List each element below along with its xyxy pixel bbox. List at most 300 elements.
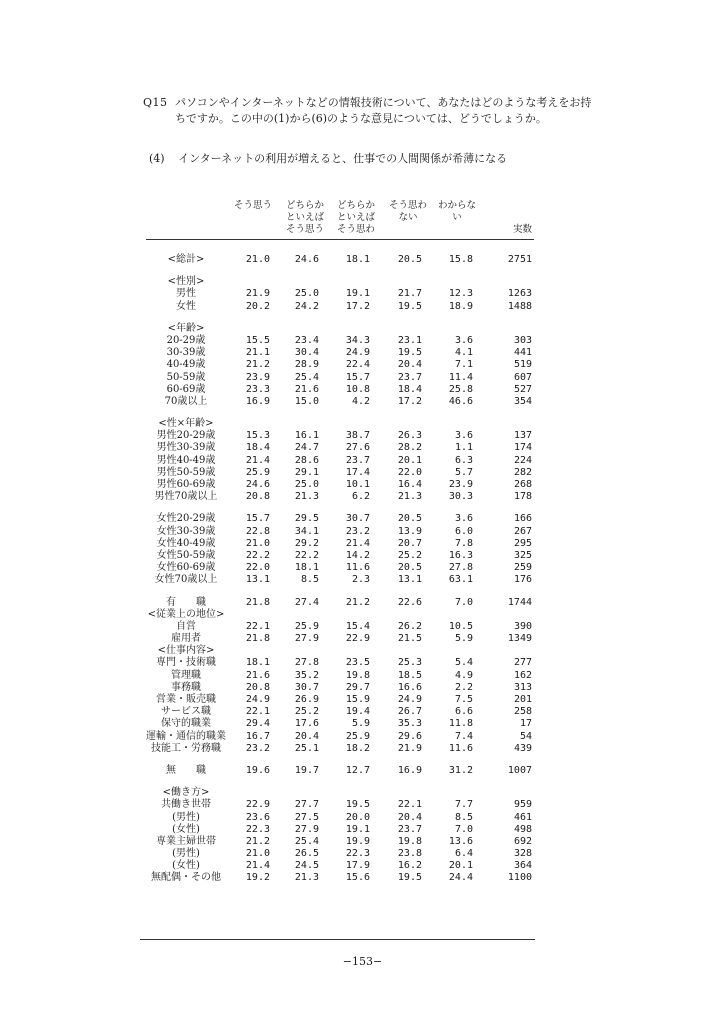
cell-percent: 15.7 xyxy=(345,371,370,383)
sub-question xyxy=(149,150,507,166)
cell-count: 174 xyxy=(513,442,532,454)
cell-percent: 24.2 xyxy=(294,300,319,312)
cell-percent: 23.2 xyxy=(245,742,270,754)
cell-percent: 23.1 xyxy=(397,334,422,346)
table-row xyxy=(0,384,725,396)
cell-percent: 22.1 xyxy=(245,620,270,632)
cell-percent: 11.6 xyxy=(345,562,370,574)
col-header-1: そう思う xyxy=(233,200,272,211)
cell-percent: 20.1 xyxy=(397,454,422,466)
row-label: 20-29歳 xyxy=(166,334,206,346)
row-label: 専門・技術職 xyxy=(156,657,216,669)
cell-percent: 25.2 xyxy=(397,549,422,561)
cell-percent: 19.8 xyxy=(397,835,422,847)
cell-count: 1349 xyxy=(507,633,532,645)
table-row xyxy=(0,765,725,777)
cell-percent: 6.3 xyxy=(454,454,473,466)
cell-percent: 21.4 xyxy=(245,454,270,466)
row-label: <性×年齢> xyxy=(158,418,214,430)
cell-percent: 19.1 xyxy=(345,288,370,300)
cell-count: 162 xyxy=(513,669,532,681)
cell-count: 1007 xyxy=(507,764,532,776)
cell-percent: 4.2 xyxy=(351,395,370,407)
cell-percent: 21.9 xyxy=(397,742,422,754)
row-label: <年齢> xyxy=(167,322,205,334)
cell-percent: 24.6 xyxy=(245,479,270,490)
row-label: 30-39歳 xyxy=(166,347,206,359)
cell-percent: 21.0 xyxy=(245,537,270,549)
table-row xyxy=(0,442,725,454)
cell-percent: 18.2 xyxy=(345,742,370,754)
cell-percent: 23.4 xyxy=(294,334,319,346)
cell-percent: 24.5 xyxy=(294,860,319,872)
cell-percent: 21.2 xyxy=(245,359,270,371)
cell-percent: 21.1 xyxy=(245,347,270,359)
cell-count: 303 xyxy=(513,334,532,346)
table-row xyxy=(0,597,725,609)
cell-count: 259 xyxy=(513,562,532,574)
cell-percent: 5.4 xyxy=(454,657,473,669)
col-header-2: どちらか といえば そう思う xyxy=(285,200,324,235)
table-row xyxy=(0,276,725,288)
cell-percent: 8.5 xyxy=(454,811,473,823)
row-label: 女性20-29歳 xyxy=(156,513,216,525)
cell-percent: 6.6 xyxy=(454,706,473,718)
cell-percent: 18.1 xyxy=(245,657,270,669)
cell-percent: 26.3 xyxy=(397,430,422,442)
cell-percent: 27.5 xyxy=(294,811,319,823)
cell-count: 1744 xyxy=(507,596,532,608)
col-header-3: どちらか といえば そう思わ xyxy=(336,200,375,235)
cell-count: 268 xyxy=(513,479,532,490)
cell-percent: 23.9 xyxy=(448,479,473,490)
cell-percent: 21.5 xyxy=(397,633,422,645)
cell-percent: 20.7 xyxy=(397,537,422,549)
cell-count: 178 xyxy=(513,491,532,503)
cell-percent: 20.8 xyxy=(245,681,270,693)
table-row xyxy=(0,562,725,574)
cell-percent: 16.9 xyxy=(245,395,270,407)
cell-percent: 34.3 xyxy=(345,334,370,346)
row-label: <仕事内容> xyxy=(157,645,215,657)
cell-percent: 27.9 xyxy=(294,633,319,645)
table-row xyxy=(0,718,725,730)
cell-percent: 23.5 xyxy=(345,657,370,669)
row-label: 女性30-39歳 xyxy=(156,525,216,537)
cell-count: 325 xyxy=(513,549,532,561)
cell-percent: 17.4 xyxy=(345,466,370,478)
cell-percent: 6.2 xyxy=(351,491,370,503)
table-row xyxy=(0,682,725,694)
cell-percent: 35.2 xyxy=(294,669,319,681)
row-label: 女性70歳以上 xyxy=(154,574,218,586)
row-label: <働き方> xyxy=(162,787,210,799)
table-row xyxy=(0,609,725,621)
row-label: (男性) xyxy=(172,811,200,823)
cell-count: 692 xyxy=(513,835,532,847)
row-label: 男性 xyxy=(176,288,196,300)
cell-percent: 27.6 xyxy=(345,442,370,454)
cell-percent: 16.1 xyxy=(294,430,319,442)
cell-percent: 11.6 xyxy=(448,742,473,754)
row-gap xyxy=(0,313,725,323)
cell-count: 258 xyxy=(513,706,532,718)
cell-percent: 13.1 xyxy=(245,574,270,586)
cell-percent: 15.9 xyxy=(345,694,370,705)
cell-percent: 22.1 xyxy=(245,706,270,718)
cell-percent: 2.2 xyxy=(454,681,473,693)
cell-percent: 18.4 xyxy=(397,383,422,395)
cell-percent: 19.5 xyxy=(397,300,422,312)
row-label: 自営 xyxy=(176,620,196,632)
cell-percent: 23.9 xyxy=(245,371,270,383)
table-row xyxy=(0,787,725,799)
cell-percent: 22.6 xyxy=(397,596,422,608)
cell-percent: 21.6 xyxy=(294,383,319,395)
table-row xyxy=(0,479,725,491)
table-row xyxy=(0,513,725,525)
cell-percent: 18.1 xyxy=(294,562,319,574)
cell-percent: 20.8 xyxy=(245,491,270,503)
table-row xyxy=(0,359,725,371)
cell-percent: 15.8 xyxy=(448,254,473,265)
cell-percent: 19.5 xyxy=(397,872,422,884)
row-label: <従業上の地位> xyxy=(147,608,225,620)
cell-count: 498 xyxy=(513,823,532,835)
cell-percent: 19.5 xyxy=(345,799,370,811)
cell-count: 1263 xyxy=(507,288,532,300)
cell-percent: 63.1 xyxy=(448,574,473,586)
bottom-rule xyxy=(140,939,535,940)
cell-percent: 16.3 xyxy=(448,549,473,561)
row-label: 技能工・労務職 xyxy=(151,742,221,754)
cell-count: 282 xyxy=(513,466,532,478)
cell-percent: 18.9 xyxy=(448,300,473,312)
table-row xyxy=(0,254,725,266)
cell-percent: 25.9 xyxy=(294,620,319,632)
cell-percent: 25.0 xyxy=(294,479,319,490)
cell-percent: 17.6 xyxy=(294,718,319,730)
cell-count: 277 xyxy=(513,657,532,669)
cell-percent: 29.1 xyxy=(294,466,319,478)
table-header xyxy=(0,200,725,240)
row-gap xyxy=(0,777,725,787)
cell-percent: 19.8 xyxy=(345,669,370,681)
cell-percent: 23.7 xyxy=(397,371,422,383)
header-rule xyxy=(146,239,534,240)
cell-count: 390 xyxy=(513,620,532,632)
table-row xyxy=(0,526,725,538)
cell-percent: 20.4 xyxy=(397,359,422,371)
cell-count: 2751 xyxy=(507,254,532,265)
cell-percent: 7.0 xyxy=(454,596,473,608)
row-label: 男性70歳以上 xyxy=(154,491,218,503)
cell-percent: 15.6 xyxy=(345,872,370,884)
cell-percent: 22.2 xyxy=(294,549,319,561)
cell-percent: 10.5 xyxy=(448,620,473,632)
cell-percent: 27.4 xyxy=(294,596,319,608)
cell-percent: 7.1 xyxy=(454,359,473,371)
row-label: 60-69歳 xyxy=(166,383,206,395)
row-gap xyxy=(0,587,725,597)
cell-count: 54 xyxy=(519,730,532,742)
row-label: 70歳以上 xyxy=(164,395,208,407)
cell-percent: 7.7 xyxy=(454,799,473,811)
row-label: 男性40-49歳 xyxy=(156,454,216,466)
cell-percent: 22.2 xyxy=(245,549,270,561)
row-label: 女性60-69歳 xyxy=(156,562,216,574)
cell-percent: 3.6 xyxy=(454,430,473,442)
row-label: 専業主婦世帯 xyxy=(156,835,216,847)
table-row xyxy=(0,574,725,586)
cell-percent: 18.5 xyxy=(397,669,422,681)
cell-percent: 13.6 xyxy=(448,835,473,847)
cell-percent: 16.2 xyxy=(397,860,422,872)
table-row xyxy=(0,731,725,743)
cell-percent: 20.0 xyxy=(345,811,370,823)
cell-percent: 12.3 xyxy=(448,288,473,300)
row-label: <性別> xyxy=(167,276,205,288)
cell-percent: 12.7 xyxy=(345,764,370,776)
row-label: 男性50-59歳 xyxy=(156,466,216,478)
row-label: サービス職 xyxy=(161,706,211,718)
cell-percent: 15.5 xyxy=(245,334,270,346)
cell-percent: 24.7 xyxy=(294,442,319,454)
row-label: 男性20-29歳 xyxy=(156,430,216,442)
cell-percent: 4.1 xyxy=(454,347,473,359)
table-row xyxy=(0,430,725,442)
cell-percent: 8.5 xyxy=(300,574,319,586)
cell-percent: 7.5 xyxy=(454,694,473,705)
col-header-count: 実数 xyxy=(512,224,532,235)
cell-percent: 14.2 xyxy=(345,549,370,561)
table-row xyxy=(0,396,725,408)
cell-count: 959 xyxy=(513,799,532,811)
table-row xyxy=(0,824,725,836)
cell-percent: 26.9 xyxy=(294,694,319,705)
cell-count: 441 xyxy=(513,347,532,359)
table-row xyxy=(0,301,725,313)
cell-count: 519 xyxy=(513,359,532,371)
cell-percent: 24.4 xyxy=(448,872,473,884)
cell-percent: 3.6 xyxy=(454,513,473,525)
cell-percent: 25.4 xyxy=(294,371,319,383)
table-row xyxy=(0,633,725,645)
cell-percent: 19.5 xyxy=(397,347,422,359)
cell-percent: 7.8 xyxy=(454,537,473,549)
cell-percent: 1.1 xyxy=(454,442,473,454)
row-label: 共働き世帯 xyxy=(161,799,211,811)
cell-percent: 26.5 xyxy=(294,848,319,860)
cell-percent: 29.5 xyxy=(294,513,319,525)
row-label: 40-49歳 xyxy=(166,359,206,371)
cell-percent: 21.4 xyxy=(245,860,270,872)
table-row xyxy=(0,538,725,550)
cell-percent: 31.2 xyxy=(448,764,473,776)
row-label: 保守的職業 xyxy=(161,718,211,730)
table-row xyxy=(0,706,725,718)
col-header-4: そう思わ ない xyxy=(388,200,427,223)
cell-percent: 22.1 xyxy=(397,799,422,811)
cell-percent: 16.4 xyxy=(397,479,422,490)
cell-percent: 35.3 xyxy=(397,718,422,730)
cell-percent: 19.4 xyxy=(345,706,370,718)
cell-percent: 27.9 xyxy=(294,823,319,835)
cell-percent: 22.0 xyxy=(397,466,422,478)
cell-percent: 16.9 xyxy=(397,764,422,776)
cell-percent: 19.6 xyxy=(245,764,270,776)
row-label: (男性) xyxy=(172,848,200,860)
cell-percent: 5.7 xyxy=(454,466,473,478)
cell-count: 328 xyxy=(513,848,532,860)
cell-percent: 21.8 xyxy=(245,596,270,608)
cell-percent: 26.2 xyxy=(397,620,422,632)
row-gap xyxy=(0,503,725,513)
cell-percent: 15.4 xyxy=(345,620,370,632)
cell-count: 461 xyxy=(513,811,532,823)
table-row xyxy=(0,467,725,479)
table-row xyxy=(0,872,725,884)
row-label: 男性30-39歳 xyxy=(156,442,216,454)
table-row xyxy=(0,418,725,430)
cell-percent: 4.9 xyxy=(454,669,473,681)
cell-count: 267 xyxy=(513,525,532,537)
cell-percent: 29.6 xyxy=(397,730,422,742)
table-row xyxy=(0,491,725,503)
question-text: パソコンやインターネットなどの情報技術について、あなたはどのような考えをお持ちですか。この中の(1)から(6)のような意見については、どうでしょうか。 xyxy=(175,96,592,125)
cell-percent: 28.9 xyxy=(294,359,319,371)
question-number: Q15 xyxy=(143,96,168,109)
cell-percent: 24.6 xyxy=(294,254,319,265)
cell-percent: 16.6 xyxy=(397,681,422,693)
cell-percent: 3.6 xyxy=(454,334,473,346)
row-label: 50-59歳 xyxy=(166,371,206,383)
cell-count: 354 xyxy=(513,395,532,407)
row-label: (女性) xyxy=(172,860,200,872)
cell-percent: 25.0 xyxy=(294,288,319,300)
cell-percent: 21.0 xyxy=(245,848,270,860)
cell-count: 313 xyxy=(513,681,532,693)
cell-percent: 15.0 xyxy=(294,395,319,407)
cell-percent: 19.1 xyxy=(345,823,370,835)
cell-percent: 11.4 xyxy=(448,371,473,383)
table-row xyxy=(0,288,725,300)
cell-percent: 23.8 xyxy=(397,848,422,860)
cell-percent: 13.9 xyxy=(397,525,422,537)
cell-percent: 23.6 xyxy=(245,811,270,823)
cell-percent: 22.9 xyxy=(245,799,270,811)
cell-percent: 23.7 xyxy=(345,454,370,466)
col-header-5: わからな い xyxy=(437,200,476,223)
cell-percent: 16.7 xyxy=(245,730,270,742)
page-number: −153− xyxy=(342,955,383,968)
cell-count: 607 xyxy=(513,371,532,383)
cell-percent: 34.1 xyxy=(294,525,319,537)
cell-percent: 2.3 xyxy=(351,574,370,586)
data-table xyxy=(0,254,725,885)
cell-percent: 17.2 xyxy=(345,300,370,312)
table-row xyxy=(0,550,725,562)
cell-percent: 38.7 xyxy=(345,430,370,442)
cell-percent: 5.9 xyxy=(351,718,370,730)
row-label: 無 職 xyxy=(166,764,206,776)
cell-count: 176 xyxy=(513,574,532,586)
row-label: <総計> xyxy=(167,254,205,265)
cell-percent: 15.3 xyxy=(245,430,270,442)
row-label: 管理職 xyxy=(171,669,201,681)
cell-percent: 21.6 xyxy=(245,669,270,681)
cell-percent: 25.9 xyxy=(245,466,270,478)
row-gap xyxy=(0,408,725,418)
cell-percent: 23.2 xyxy=(345,525,370,537)
cell-percent: 17.2 xyxy=(397,395,422,407)
cell-percent: 18.4 xyxy=(245,442,270,454)
table-row xyxy=(0,657,725,669)
cell-percent: 30.7 xyxy=(294,681,319,693)
cell-percent: 17.9 xyxy=(345,860,370,872)
cell-percent: 29.4 xyxy=(245,718,270,730)
row-label: 男性60-69歳 xyxy=(156,479,216,490)
cell-percent: 25.8 xyxy=(448,383,473,395)
cell-percent: 23.7 xyxy=(397,823,422,835)
table-row xyxy=(0,455,725,467)
cell-count: 295 xyxy=(513,537,532,549)
cell-percent: 28.6 xyxy=(294,454,319,466)
sub-question-text: インターネットの利用が増えると、仕事での人間関係が希薄になる xyxy=(178,152,508,165)
table-row xyxy=(0,743,725,755)
table-row xyxy=(0,836,725,848)
cell-percent: 22.4 xyxy=(345,359,370,371)
cell-percent: 25.3 xyxy=(397,657,422,669)
cell-percent: 11.8 xyxy=(448,718,473,730)
row-label: 営業・販売職 xyxy=(156,694,216,705)
cell-percent: 19.9 xyxy=(345,835,370,847)
row-label: 無配偶・その他 xyxy=(151,872,221,884)
cell-percent: 24.9 xyxy=(245,694,270,705)
cell-percent: 20.4 xyxy=(397,811,422,823)
cell-percent: 19.7 xyxy=(294,764,319,776)
cell-percent: 21.3 xyxy=(294,491,319,503)
cell-percent: 22.3 xyxy=(245,823,270,835)
table-row xyxy=(0,848,725,860)
table-row xyxy=(0,799,725,811)
cell-count: 1100 xyxy=(507,872,532,884)
cell-percent: 20.2 xyxy=(245,300,270,312)
cell-percent: 6.4 xyxy=(454,848,473,860)
cell-percent: 28.2 xyxy=(397,442,422,454)
table-row xyxy=(0,335,725,347)
cell-percent: 30.7 xyxy=(345,513,370,525)
sub-question-number: (4) xyxy=(149,152,165,165)
row-label: (女性) xyxy=(172,823,200,835)
row-gap xyxy=(0,755,725,765)
cell-percent: 26.7 xyxy=(397,706,422,718)
cell-percent: 21.3 xyxy=(397,491,422,503)
table-row xyxy=(0,812,725,824)
cell-percent: 7.4 xyxy=(454,730,473,742)
cell-percent: 25.4 xyxy=(294,835,319,847)
cell-count: 201 xyxy=(513,694,532,705)
cell-percent: 27.7 xyxy=(294,799,319,811)
row-label: 女性40-49歳 xyxy=(156,537,216,549)
cell-percent: 21.4 xyxy=(345,537,370,549)
cell-percent: 10.1 xyxy=(345,479,370,490)
table-row xyxy=(0,694,725,706)
cell-percent: 21.2 xyxy=(245,835,270,847)
cell-count: 137 xyxy=(513,430,532,442)
cell-percent: 19.2 xyxy=(245,872,270,884)
table-row xyxy=(0,670,725,682)
